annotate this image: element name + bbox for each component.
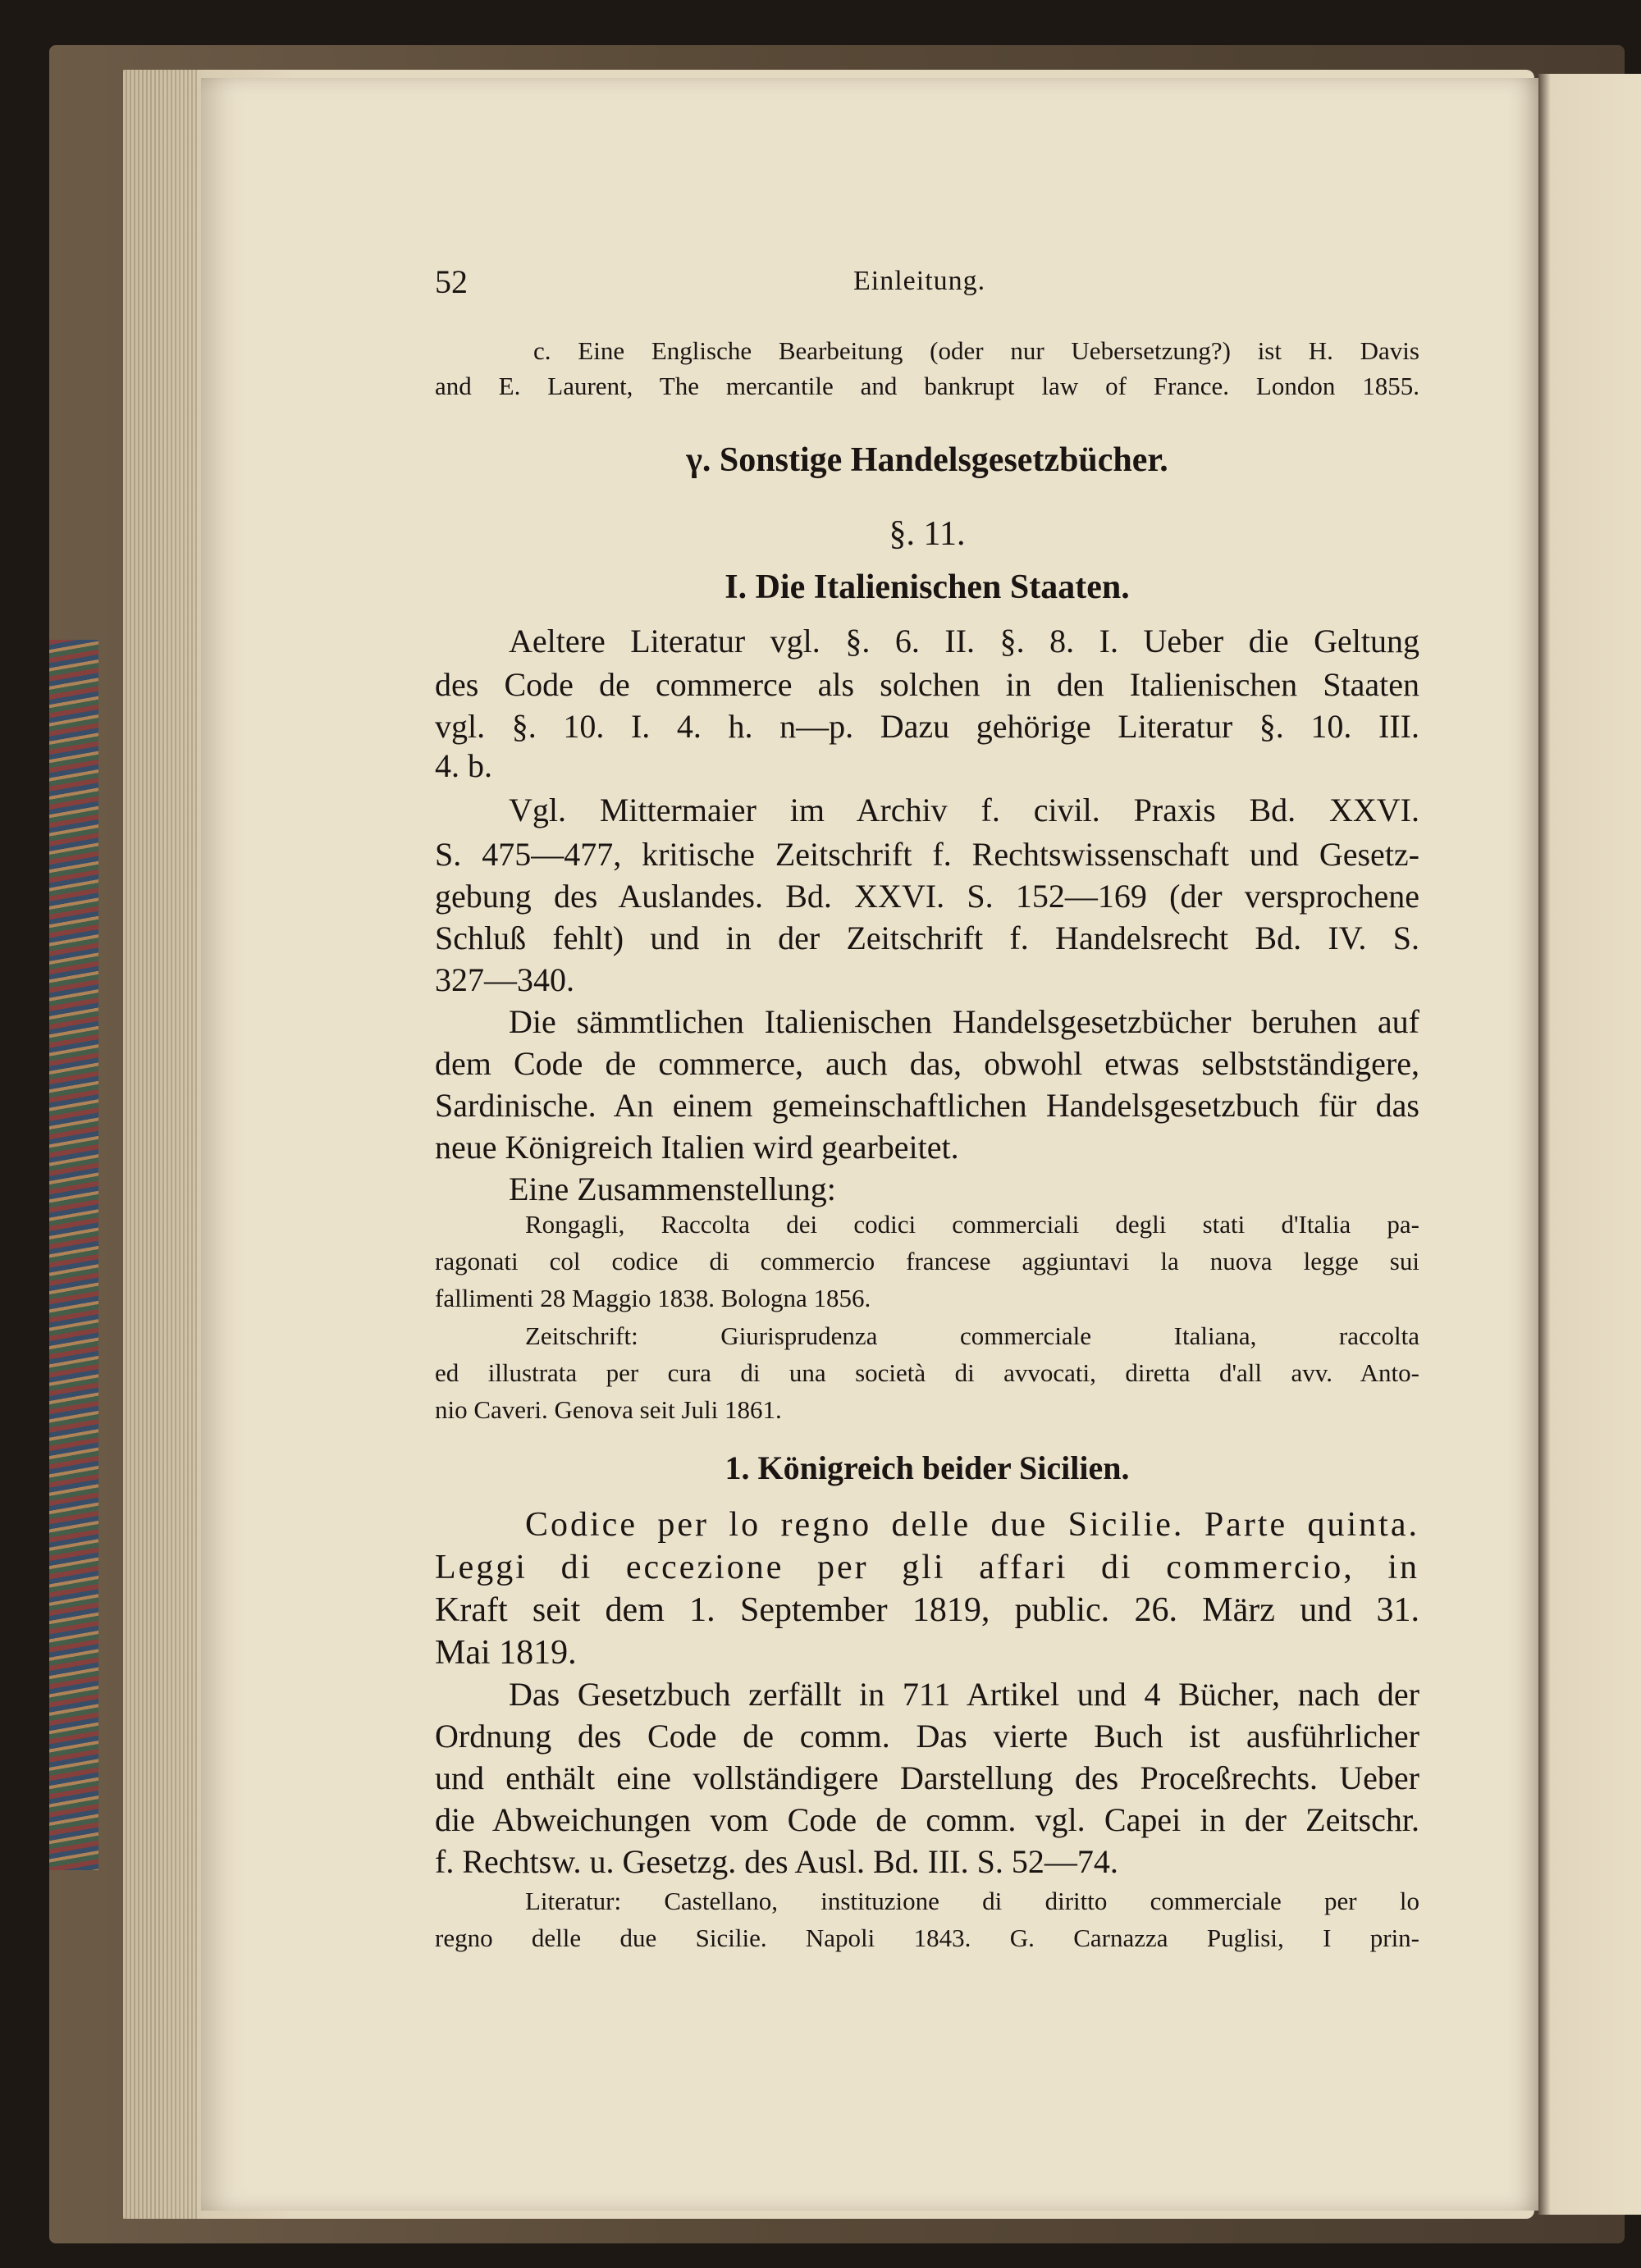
- text-line: 327—340.: [435, 961, 574, 998]
- text-line: gebung des Auslandes. Bd. XXVI. S. 152—169 (der versprochene: [435, 878, 1419, 915]
- text-line: Die sämmtlichen Italienischen Handelsgesetzbücher beruhen auf: [509, 1003, 1419, 1040]
- text-line: 4. b.: [435, 747, 492, 784]
- facing-page: [1538, 74, 1641, 2215]
- text-line: Sardinische. An einem gemeinschaftlichen Handelsgesetzbuch für das: [435, 1087, 1419, 1124]
- subsection-title: 1. Königreich beider Sicilien.: [725, 1449, 1130, 1486]
- text-line: neue Königreich Italien wird gearbeitet.: [435, 1129, 959, 1166]
- text-line: und enthält eine vollständigere Darstellung des Proceßrechts. Ueber: [435, 1759, 1419, 1796]
- text-line: and E. Laurent, The mercantile and bankrupt law of France. London 1855.: [435, 372, 1419, 400]
- text-line: regno delle due Sicilie. Napoli 1843. G. Carnazza Puglisi, I prin-: [435, 1923, 1419, 1952]
- page-number: 52: [435, 263, 468, 300]
- text-line: Zeitschrift: Giurisprudenza commerciale Italiana, raccolta: [525, 1321, 1419, 1350]
- text-line: f. Rechtsw. u. Gesetzg. des Ausl. Bd. III. S. 52—74.: [435, 1843, 1118, 1880]
- text-line: c. Eine Englische Bearbeitung (oder nur Uebersetzung?) ist H. Davis: [533, 336, 1419, 365]
- text-line: dem Code de commerce, auch das, obwohl etwas selbstständigere,: [435, 1045, 1419, 1082]
- subsection-heading: γ. Sonstige Handelsgesetzbücher.: [686, 441, 1168, 479]
- text-line: Eine Zusammenstellung:: [509, 1171, 836, 1207]
- text-line: Mai 1819.: [435, 1634, 577, 1672]
- text-line: ragonati col codice di commercio francese aggiuntavi la nuova legge sui: [435, 1247, 1419, 1275]
- text-line: Literatur: Castellano, instituzione di diritto commerciale per lo: [525, 1887, 1419, 1915]
- running-head: Einleitung.: [853, 266, 986, 296]
- text-line: Kraft seit dem 1. September 1819, public. 26. März und 31.: [435, 1591, 1419, 1629]
- text-line: des Code de commerce als solchen in den Italienischen Staaten: [435, 666, 1419, 703]
- text-line: fallimenti 28 Maggio 1838. Bologna 1856.: [435, 1284, 871, 1312]
- page-body: [435, 0, 1419, 2268]
- text-line: nio Caveri. Genova seit Juli 1861.: [435, 1395, 782, 1424]
- text-line: Codice per lo regno delle due Sicilie. Parte quinta.: [525, 1506, 1419, 1544]
- text-line: vgl. §. 10. I. 4. h. n—p. Dazu gehörige Literatur §. 10. III.: [435, 708, 1419, 745]
- text-line: S. 475—477, kritische Zeitschrift f. Rechtswissenschaft und Gesetz-: [435, 836, 1419, 873]
- text-line: Leggi di eccezione per gli affari di commercio, in: [435, 1549, 1419, 1586]
- section-title: I. Die Italienischen Staaten.: [725, 568, 1130, 606]
- section-number: §. 11.: [889, 515, 966, 553]
- text-line: Ordnung des Code de comm. Das vierte Buch ist ausführlicher: [435, 1718, 1419, 1755]
- text-line: Vgl. Mittermaier im Archiv f. civil. Praxis Bd. XXVI.: [509, 792, 1419, 828]
- text-line: Rongagli, Raccolta dei codici commerciali degli stati d'Italia pa-: [525, 1210, 1419, 1239]
- text-line: die Abweichungen vom Code de comm. vgl. Capei in der Zeitschr.: [435, 1801, 1419, 1838]
- text-line: ed illustrata per cura di una società di avvocati, diretta d'all avv. Anto-: [435, 1358, 1419, 1387]
- marbled-endpaper: [49, 640, 98, 1870]
- text-line: Das Gesetzbuch zerfällt in 711 Artikel und 4 Bücher, nach der: [509, 1676, 1419, 1713]
- text-line: Aeltere Literatur vgl. §. 6. II. §. 8. I. Ueber die Geltung: [509, 623, 1419, 659]
- text-line: Schluß fehlt) und in der Zeitschrift f. Handelsrecht Bd. IV. S.: [435, 920, 1419, 956]
